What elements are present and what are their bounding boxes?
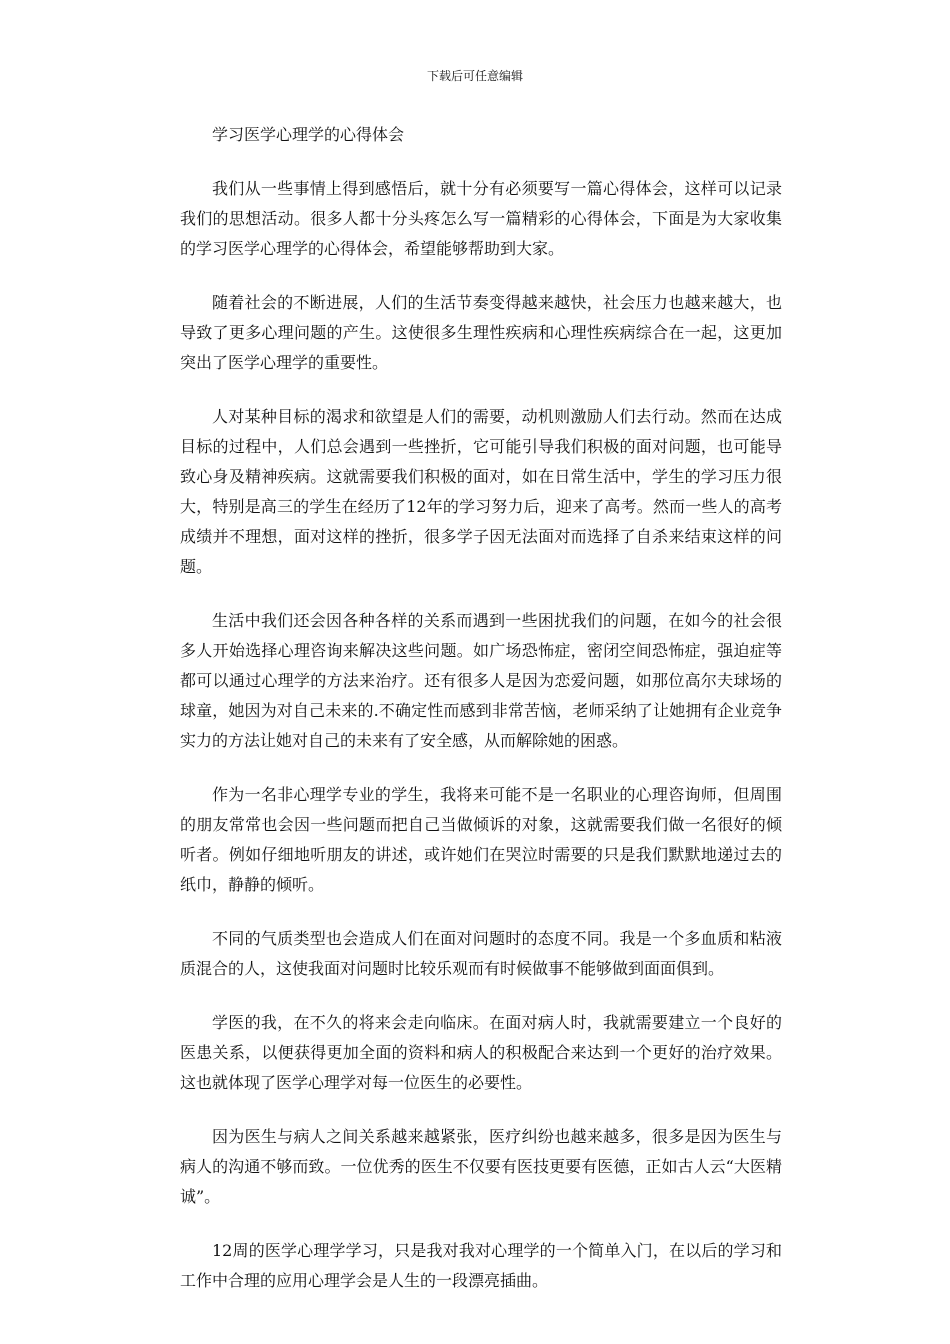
- paragraph-5: 作为一名非心理学专业的学生，我将来可能不是一名职业的心理咨询师，但周围的朋友常常也会因一些问题而把自己当做倾诉的对象，这就需要我们做一名很好的倾听者。例如仔细地听朋友的讲述，或许她们在哭泣时需要的只是我们默默地递过去的纸巾，静静的倾听。: [180, 785, 782, 894]
- paragraph-4: 生活中我们还会因各种各样的关系而遇到一些困扰我们的问题，在如今的社会很多人开始选择心理咨询来解决这些问题。如广场恐怖症，密闭空间恐怖症，强迫症等都可以通过心理学的方法来治疗。还有很多人是因为恋爱问题，如那位高尔夫球场的球童，她因为对自己未来的.不确定性而感到非常苦恼，老师采纳了让她拥有企业竞争实力的方法让她对自己的未来有了安全感，从而解除她的困惑。: [180, 611, 782, 750]
- paragraph-7: 学医的我，在不久的将来会走向临床。在面对病人时，我就需要建立一个良好的医患关系，以便获得更加全面的资料和病人的积极配合来达到一个更好的治疗效果。这也就体现了医学心理学对每一位医生的必要性。: [180, 1013, 782, 1092]
- paragraph-3: 人对某种目标的渴求和欲望是人们的需要，动机则激励人们去行动。然而在达成目标的过程中，人们总会遇到一些挫折，它可能引导我们积极的面对问题，也可能导致心身及精神疾病。这就需要我们积极的面对，如在日常生活中，学生的学习压力很大，特别是高三的学生在经历了12年的学习努力后，迎来了高考。然而一些人的高考成绩并不理想，面对这样的挫折，很多学子因无法面对而选择了自杀来结束这样的问题。: [180, 407, 782, 576]
- paragraph-9: 12周的医学心理学学习，只是我对我对心理学的一个简单入门，在以后的学习和工作中合理的应用心理学会是人生的一段漂亮插曲。: [180, 1241, 782, 1290]
- page-header-note: 下载后可任意编辑: [426, 69, 523, 83]
- document-title: 学习医学心理学的心得体会: [212, 125, 405, 144]
- paragraph-1: 我们从一些事情上得到感悟后，就十分有必须要写一篇心得体会，这样可以记录我们的思想活动。很多人都十分头疼怎么写一篇精彩的心得体会，下面是为大家收集的学习医学心理学的心得体会，希望能够帮助到大家。: [180, 179, 782, 258]
- paragraph-6: 不同的气质类型也会造成人们在面对问题时的态度不同。我是一个多血质和粘液质混合的人，这使我面对问题时比较乐观而有时候做事不能够做到面面俱到。: [180, 929, 782, 978]
- paragraph-2: 随着社会的不断进展，人们的生活节奏变得越来越快，社会压力也越来越大，也导致了更多心理问题的产生。这使很多生理性疾病和心理性疾病综合在一起，这更加突出了医学心理学的重要性。: [180, 293, 782, 372]
- document-body: [180, 120, 782, 1296]
- paragraph-8: 因为医生与病人之间关系越来越紧张，医疗纠纷也越来越多，很多是因为医生与病人的沟通不够而致。一位优秀的医生不仅要有医技更要有医德，正如古人云“大医精诚”。: [180, 1127, 782, 1206]
